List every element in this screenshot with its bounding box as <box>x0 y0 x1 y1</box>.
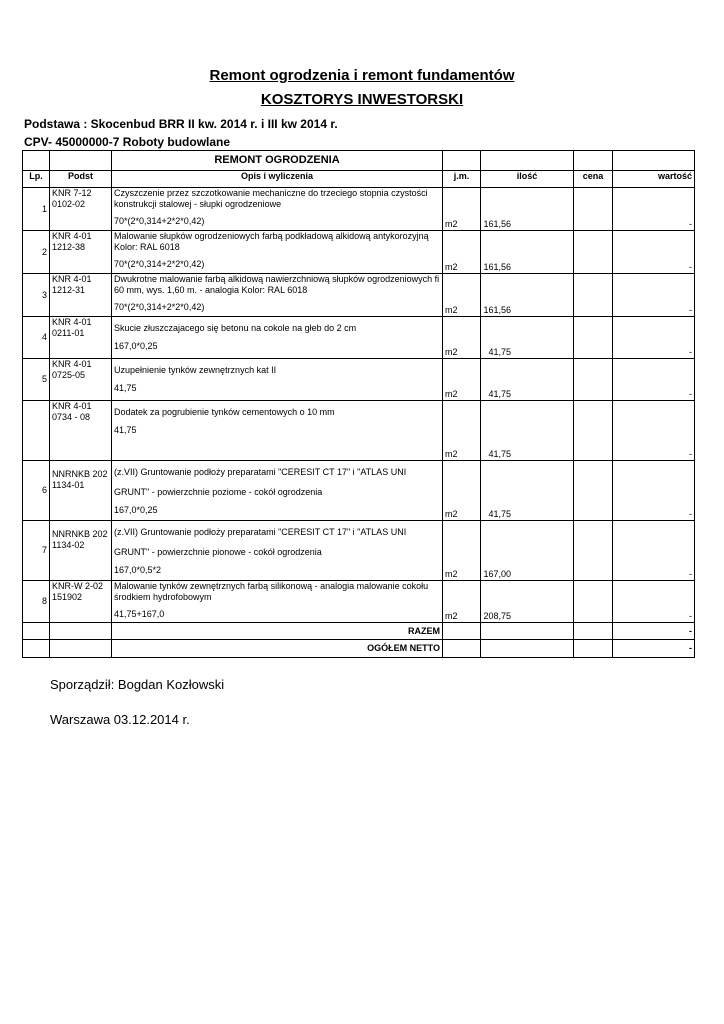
row-calc: 167,0*0,25 <box>114 505 158 515</box>
row-lp: 5 <box>23 359 50 401</box>
row-value: - <box>613 274 695 317</box>
blank-cell <box>50 151 112 171</box>
blank-cell <box>443 623 481 640</box>
row-value: - <box>613 359 695 401</box>
row-jm: m2 <box>443 231 481 274</box>
row-cena <box>574 581 613 623</box>
table-row <box>23 317 695 359</box>
row-desc: Malowanie słupków ogrodzeniowych farbą podkładową alkidową antykorozyjną Kolor: RAL 6018 <box>114 231 429 252</box>
subtotal-label: RAZEM <box>112 623 443 640</box>
row-calc: 70*(2*0,314+2*2*0,42) <box>114 259 205 269</box>
row-qty <box>481 274 574 317</box>
table-row <box>23 521 695 581</box>
row-qty <box>481 359 574 401</box>
row-cena <box>574 521 613 581</box>
row-qty-value: 41,75 <box>488 449 511 459</box>
row-podst: KNR 4-01 1212-38 <box>50 231 112 274</box>
row-lp: 4 <box>23 317 50 359</box>
row-desc-cell <box>112 317 443 359</box>
row-jm: m2 <box>443 188 481 231</box>
blank-cell <box>481 623 574 640</box>
table-row <box>23 581 695 623</box>
row-qty <box>481 188 574 231</box>
blank-cell <box>481 151 574 171</box>
total-row <box>23 640 695 658</box>
row-desc-cell <box>112 581 443 623</box>
row-desc-cell <box>112 188 443 231</box>
row-cena <box>574 317 613 359</box>
row-value: - <box>613 461 695 521</box>
row-podst: KNR 4-01 0734 - 08 <box>50 401 112 461</box>
row-desc-line1: (z.VII) Gruntowanie podłoży preparatami "CERESIT CT 17" i "ATLAS UNI <box>114 527 407 537</box>
row-jm: m2 <box>443 401 481 461</box>
row-jm: m2 <box>443 359 481 401</box>
subtotal-row <box>23 623 695 640</box>
row-qty-value: 167,00 <box>483 569 511 579</box>
row-calc: 41,75 <box>114 425 137 435</box>
row-cena <box>574 461 613 521</box>
row-calc: 70*(2*0,314+2*2*0,42) <box>114 302 205 312</box>
row-qty <box>481 317 574 359</box>
row-qty <box>481 401 574 461</box>
row-calc: 167,0*0,25 <box>114 341 158 351</box>
row-qty-value: 161,56 <box>483 262 511 272</box>
blank-cell <box>574 640 613 658</box>
col-header-ilosc: ilość <box>481 171 574 188</box>
row-calc: 70*(2*0,314+2*2*0,42) <box>114 216 205 226</box>
row-calc: 41,75+167,0 <box>114 609 165 619</box>
row-desc: Skucie złuszczajacego się betonu na cokole na głeb do 2 cm <box>114 323 357 333</box>
row-calc: 41,75 <box>114 383 137 393</box>
table-row <box>23 359 695 401</box>
blank-cell <box>50 623 112 640</box>
row-jm: m2 <box>443 461 481 521</box>
total-value: - <box>613 640 695 658</box>
row-cena <box>574 274 613 317</box>
row-lp <box>23 401 50 461</box>
subtotal-value: - <box>613 623 695 640</box>
row-desc-cell <box>112 274 443 317</box>
blank-cell <box>23 640 50 658</box>
row-qty-value: 161,56 <box>483 305 511 315</box>
row-podst: KNR 4-01 1212-31 <box>50 274 112 317</box>
row-podst: KNR 4-01 0725-05 <box>50 359 112 401</box>
place-date: Warszawa 03.12.2014 r. <box>50 712 190 727</box>
row-desc-line2: GRUNT" - powierzchnie pionowe - cokół ogrodzenia <box>114 547 322 557</box>
col-header-cena: cena <box>574 171 613 188</box>
row-qty-value: 41,75 <box>488 509 511 519</box>
row-jm: m2 <box>443 581 481 623</box>
table-row <box>23 274 695 317</box>
row-qty <box>481 521 574 581</box>
row-jm: m2 <box>443 317 481 359</box>
row-podst: KNR 4-01 0211-01 <box>50 317 112 359</box>
row-lp: 6 <box>23 461 50 521</box>
row-desc-line1: (z.VII) Gruntowanie podłoży preparatami "CERESIT CT 17" i "ATLAS UNI <box>114 467 407 477</box>
row-desc: Malowanie tynków zewnętrznych farbą silikonową - analogia malowanie cokołu środkiem hydrofobowym <box>114 581 429 602</box>
cpv-code: CPV- 45000000-7 Roboty budowlane <box>24 135 231 149</box>
blank-cell <box>574 151 613 171</box>
section-name: REMONT OGRODZENIA <box>112 151 443 171</box>
row-lp: 8 <box>23 581 50 623</box>
row-desc-cell <box>112 401 443 461</box>
row-desc-cell <box>112 359 443 401</box>
row-value: - <box>613 521 695 581</box>
row-desc-line2: GRUNT" - powierzchnie poziome - cokół ogrodzenia <box>114 487 323 497</box>
row-jm: m2 <box>443 274 481 317</box>
row-cena <box>574 188 613 231</box>
row-podst: NNRNKB 202 1134-01 <box>50 461 112 521</box>
row-value: - <box>613 231 695 274</box>
row-desc-cell <box>112 521 443 581</box>
col-header-lp: Lp. <box>23 171 50 188</box>
row-lp: 1 <box>23 188 50 231</box>
col-header-jm: j.m. <box>443 171 481 188</box>
row-cena <box>574 231 613 274</box>
blank-cell <box>443 640 481 658</box>
row-podst: KNR 7-12 0102-02 <box>50 188 112 231</box>
table-row <box>23 461 695 521</box>
row-lp: 2 <box>23 231 50 274</box>
col-header-podst: Podst <box>50 171 112 188</box>
row-value: - <box>613 581 695 623</box>
row-calc: 167,0*0,5*2 <box>114 565 162 575</box>
row-value: - <box>613 188 695 231</box>
row-qty <box>481 461 574 521</box>
row-value: - <box>613 317 695 359</box>
document-title: Remont ogrodzenia i remont fundamentów <box>209 67 515 84</box>
col-header-opis: Opis i wyliczenia <box>112 171 443 188</box>
table-row <box>23 188 695 231</box>
row-lp: 7 <box>23 521 50 581</box>
document-subtitle: KOSZTORYS INWESTORSKI <box>260 91 464 108</box>
total-label: OGÓŁEM NETTO <box>112 640 443 658</box>
table-row <box>23 231 695 274</box>
row-desc-cell <box>112 461 443 521</box>
blank-cell <box>613 151 695 171</box>
row-jm: m2 <box>443 521 481 581</box>
row-qty-value: 41,75 <box>488 389 511 399</box>
row-qty-value: 208,75 <box>483 611 511 621</box>
row-qty-value: 41,75 <box>488 347 511 357</box>
blank-cell <box>23 623 50 640</box>
row-desc: Czyszczenie przez szczotkowanie mechaniczne do trzeciego stopnia czystości konstrukcji stalowej - słupki ogrodzeniowe <box>114 188 428 209</box>
estimate-table <box>22 150 695 658</box>
table-row <box>23 401 695 461</box>
row-desc: Dwukrotne malowanie farbą alkidową nawierzchniową słupków ogrodzeniowych fi 60 mm, wys. 1,60 m. - analogia Kolor: RAL 6018 <box>114 274 440 295</box>
row-desc: Uzupełnienie tynków zewnętrznych kat II <box>114 365 277 375</box>
col-header-wartosc: wartość <box>613 171 695 188</box>
blank-cell <box>481 640 574 658</box>
pricing-basis: Podstawa : Skocenbud BRR II kw. 2014 r. i III kw 2014 r. <box>24 117 338 131</box>
blank-cell <box>23 151 50 171</box>
row-podst: KNR-W 2-02 151902 <box>50 581 112 623</box>
row-qty <box>481 581 574 623</box>
row-lp: 3 <box>23 274 50 317</box>
row-desc: Dodatek za pogrubienie tynków cementowych o 10 mm <box>114 407 335 417</box>
blank-cell <box>443 151 481 171</box>
row-qty-value: 161,56 <box>483 219 511 229</box>
row-cena <box>574 401 613 461</box>
row-podst: NNRNKB 202 1134-02 <box>50 521 112 581</box>
prepared-by: Sporządził: Bogdan Kozłowski <box>50 677 225 692</box>
row-value: - <box>613 401 695 461</box>
blank-cell <box>574 623 613 640</box>
row-desc-cell <box>112 231 443 274</box>
blank-cell <box>50 640 112 658</box>
row-cena <box>574 359 613 401</box>
row-qty <box>481 231 574 274</box>
